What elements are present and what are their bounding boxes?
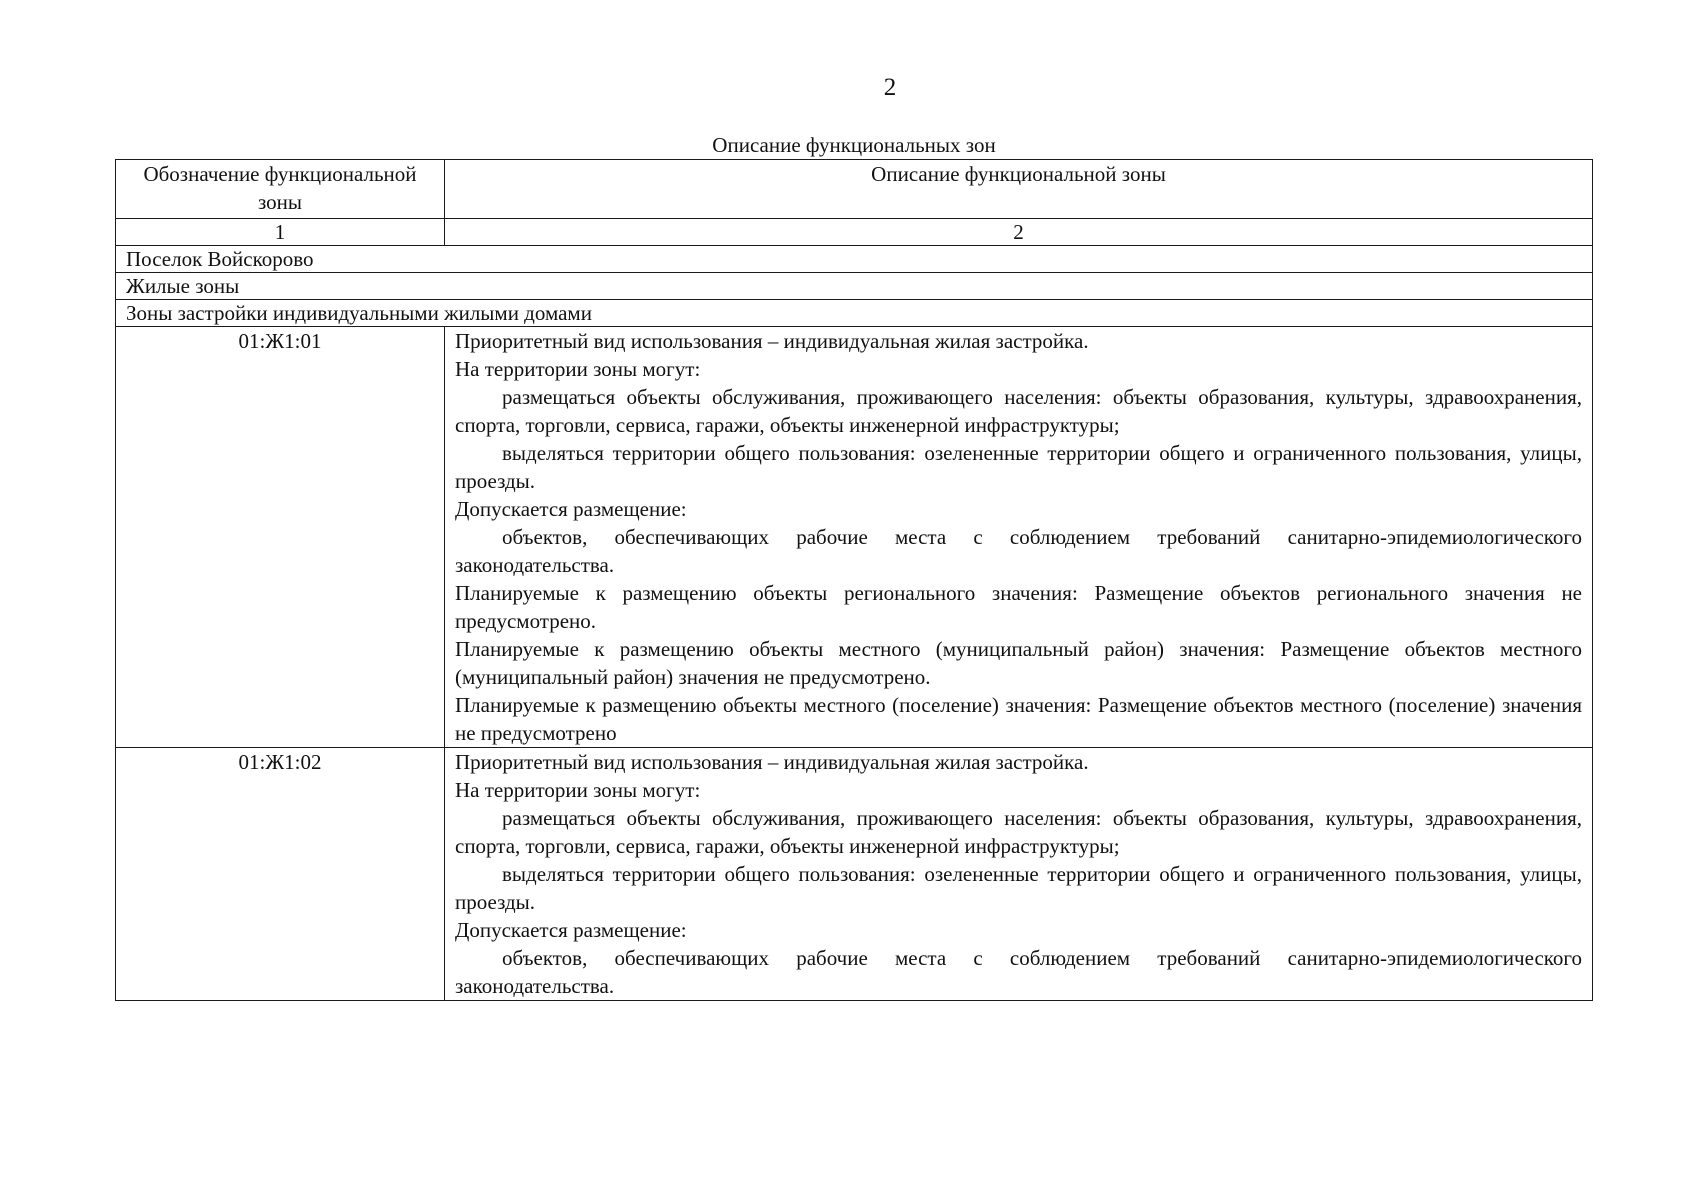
zone-paragraph: Планируемые к размещению объекты регионального значения: Размещение объектов регионального значения не предусмотрено. bbox=[455, 581, 1582, 633]
zone-paragraph: Приоритетный вид использования – индивидуальная жилая застройка. bbox=[455, 329, 1089, 353]
page-number: 2 bbox=[883, 74, 897, 101]
zone-code: 01:Ж1:01 bbox=[116, 327, 445, 748]
zones-table bbox=[115, 159, 1593, 1001]
zone-row bbox=[116, 327, 1593, 748]
group-label-residential: Жилые зоны bbox=[116, 273, 1593, 300]
zone-paragraph: размещаться объекты обслуживания, проживающего населения: объекты образования, культуры, здравоохранения, спорта, торговли, сервиса, гаражи, объекты инженерной инфраструктуры; bbox=[455, 385, 1582, 437]
zone-paragraph: Приоритетный вид использования – индивидуальная жилая застройка. bbox=[455, 750, 1089, 774]
zone-paragraph: Допускается размещение: bbox=[455, 497, 687, 521]
zone-code: 01:Ж1:02 bbox=[116, 748, 445, 1001]
group-label-individual-housing: Зоны застройки индивидуальными жилыми домами bbox=[116, 300, 1593, 327]
zone-paragraph: Планируемые к размещению объекты местного (поселение) значения: Размещение объектов местного (поселение) значения не предусмотрено bbox=[455, 693, 1582, 745]
zone-description bbox=[445, 327, 1593, 748]
zone-paragraph: Планируемые к размещению объекты местного (муниципальный район) значения: Размещение объектов местного (муниципальный район) значения не предусмотрено. bbox=[455, 637, 1582, 689]
zone-paragraph: объектов, обеспечивающих рабочие места с соблюдением требований санитарно-эпидемиологического законодательства. bbox=[455, 946, 1582, 998]
table-title: Описание функциональных зон bbox=[712, 133, 996, 157]
zone-row bbox=[116, 748, 1593, 1001]
zone-paragraph: выделяться территории общего пользования: озелененные территории общего и ограниченного пользования, улицы, проезды. bbox=[455, 441, 1582, 493]
zone-paragraph: На территории зоны могут: bbox=[455, 778, 701, 802]
table-header-row bbox=[116, 160, 1593, 219]
zone-paragraph: размещаться объекты обслуживания, проживающего населения: объекты образования, культуры, здравоохранения, спорта, торговли, сервиса, гаражи, объекты инженерной инфраструктуры; bbox=[455, 806, 1582, 858]
zone-paragraph: выделяться территории общего пользования: озелененные территории общего и ограниченного пользования, улицы, проезды. bbox=[455, 862, 1582, 914]
header-zone-description: Описание функциональной зоны bbox=[445, 160, 1593, 219]
zone-paragraph: Допускается размещение: bbox=[455, 918, 687, 942]
zone-paragraph: На территории зоны могут: bbox=[455, 357, 701, 381]
group-row-residential bbox=[116, 273, 1593, 300]
group-row-settlement bbox=[116, 246, 1593, 273]
zone-paragraph: объектов, обеспечивающих рабочие места с соблюдением требований санитарно-эпидемиологического законодательства. bbox=[455, 525, 1582, 577]
zone-description bbox=[445, 748, 1593, 1001]
column-number-2: 2 bbox=[445, 219, 1593, 246]
column-number-row bbox=[116, 219, 1593, 246]
header-zone-designation: Обозначение функциональной зоны bbox=[116, 160, 445, 219]
group-label-settlement: Поселок Войскорово bbox=[116, 246, 1593, 273]
column-number-1: 1 bbox=[116, 219, 445, 246]
group-row-individual-housing bbox=[116, 300, 1593, 327]
